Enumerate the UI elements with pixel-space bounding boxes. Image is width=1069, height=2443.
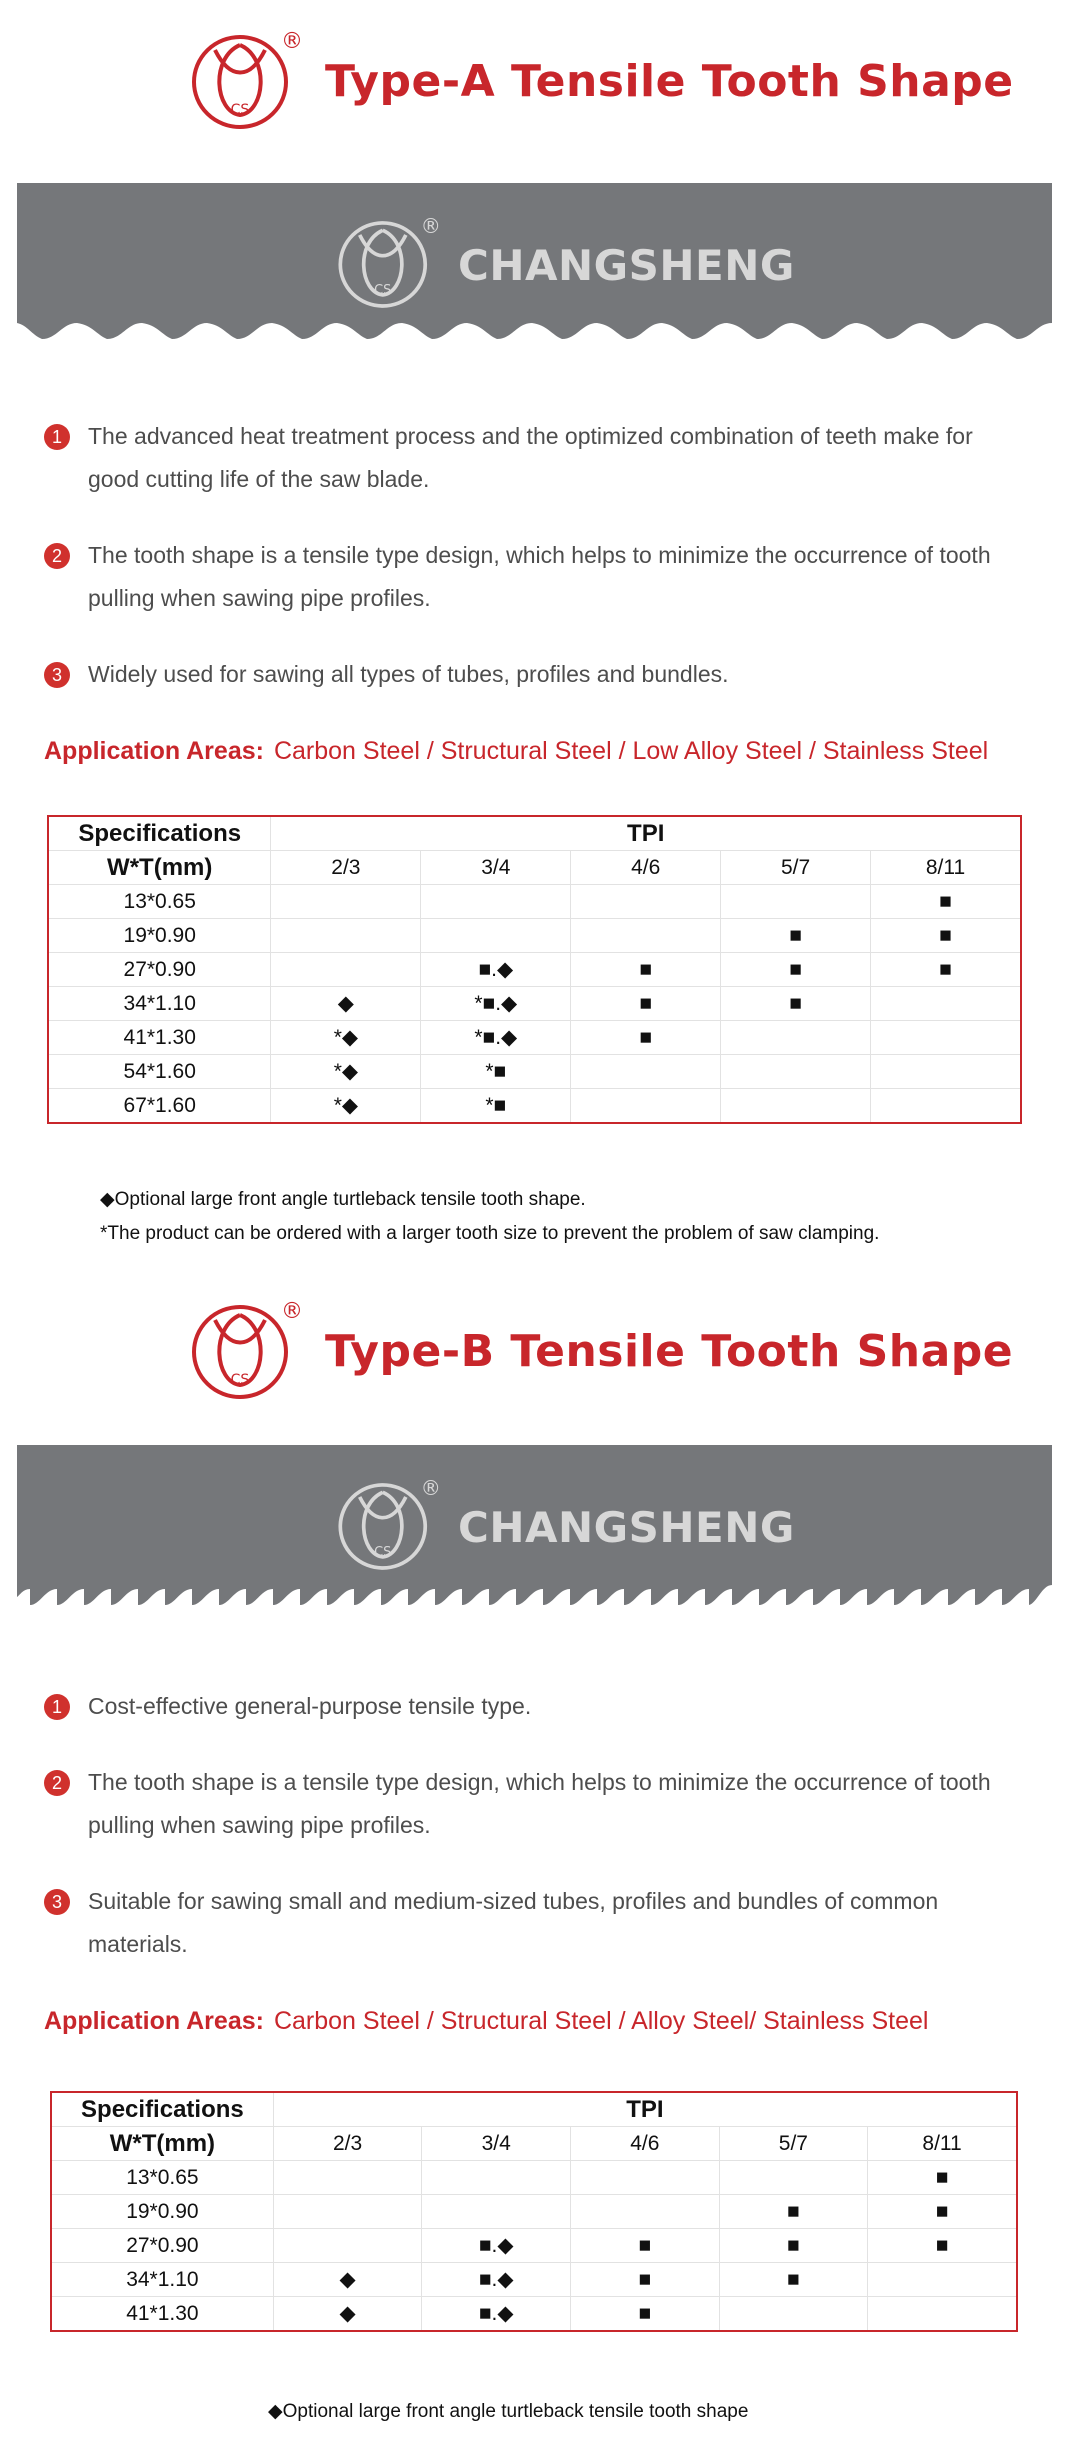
tpi-column-header: 2/3	[271, 851, 421, 885]
spec-value: 19*0.90	[48, 919, 271, 953]
availability-cell	[871, 1089, 1022, 1124]
availability-cell: ■	[571, 2263, 720, 2297]
tpi-column-header: 8/11	[871, 851, 1022, 885]
availability-cell: ■.◆	[422, 2229, 571, 2263]
spec-value: 67*1.60	[48, 1089, 271, 1124]
tpi-column-header: 3/4	[421, 851, 571, 885]
availability-cell: ■	[571, 953, 721, 987]
table-row	[51, 2263, 1017, 2297]
application-value: Carbon Steel / Structural Steel / Alloy Steel/ Stainless Steel	[273, 2007, 929, 2035]
brand-name: CHANGSHENG	[458, 241, 795, 290]
availability-cell: ■	[871, 885, 1022, 919]
availability-cell: ■	[571, 2229, 720, 2263]
spec-value: 19*0.90	[51, 2195, 273, 2229]
availability-cell	[571, 885, 721, 919]
number-badge-icon: 1	[44, 1694, 70, 1720]
feature-item: 1 The advanced heat treatment process and the optimized combination of teeth make for good cutting life of the saw blade.	[44, 415, 1024, 501]
availability-cell	[571, 2161, 720, 2195]
availability-cell: ■	[719, 2195, 868, 2229]
svg-text:®: ®	[281, 1299, 303, 1324]
section-title: Type-B Tensile Tooth Shape	[325, 1326, 1014, 1377]
availability-cell: ◆	[273, 2297, 422, 2332]
svg-text:CS: CS	[374, 283, 392, 298]
table-row	[51, 2195, 1017, 2229]
availability-cell	[571, 919, 721, 953]
availability-cell: *◆	[271, 1089, 421, 1124]
table-row	[51, 2229, 1017, 2263]
availability-cell	[871, 1021, 1022, 1055]
availability-cell: ■	[868, 2161, 1017, 2195]
svg-text:®: ®	[420, 214, 441, 239]
notes	[100, 1183, 879, 1251]
spec-value: 13*0.65	[48, 885, 271, 919]
note-line: ◆Optional large front angle turtleback tensile tooth shape.	[100, 1189, 586, 1210]
table-row	[48, 953, 1021, 987]
tpi-header: TPI	[273, 2092, 1017, 2127]
spec-value: 13*0.65	[51, 2161, 273, 2195]
tpi-header: TPI	[271, 816, 1021, 851]
table-row	[48, 885, 1021, 919]
number-badge-icon: 1	[44, 424, 70, 450]
spec-value: 41*1.30	[48, 1021, 271, 1055]
spec-value: 27*0.90	[48, 953, 271, 987]
table-row	[48, 1055, 1021, 1089]
availability-cell	[273, 2195, 422, 2229]
svg-text:CS: CS	[374, 1545, 392, 1560]
availability-cell	[421, 885, 571, 919]
availability-cell: ◆	[271, 987, 421, 1021]
number-badge-icon: 3	[44, 1889, 70, 1915]
tpi-column-header: 8/11	[868, 2127, 1017, 2161]
availability-cell	[271, 919, 421, 953]
availability-cell	[421, 919, 571, 953]
notes	[268, 2395, 748, 2429]
application-label: Application Areas:	[44, 737, 264, 765]
availability-cell: *◆	[271, 1021, 421, 1055]
application-areas	[44, 2007, 928, 2036]
availability-cell: *■.◆	[421, 1021, 571, 1055]
wt-header: W*T(mm)	[48, 851, 271, 885]
availability-cell: *◆	[271, 1055, 421, 1089]
availability-cell	[571, 1055, 721, 1089]
specifications-header: Specifications	[48, 816, 271, 851]
spec-value: 41*1.30	[51, 2297, 273, 2332]
availability-cell: ■	[721, 987, 871, 1021]
availability-cell: ■	[868, 2229, 1017, 2263]
availability-cell	[721, 885, 871, 919]
feature-list	[44, 415, 1024, 729]
availability-cell	[271, 885, 421, 919]
availability-cell: ■	[871, 953, 1022, 987]
number-badge-icon: 2	[44, 543, 70, 569]
tpi-column-header: 4/6	[571, 851, 721, 885]
spec-table	[50, 2091, 1018, 2332]
feature-item: 1 Cost-effective general-purpose tensile type.	[44, 1685, 1024, 1728]
table-row	[48, 987, 1021, 1021]
changsheng-logo-icon	[185, 1290, 315, 1400]
availability-cell	[868, 2263, 1017, 2297]
availability-cell: ■	[719, 2229, 868, 2263]
note-line: *The product can be ordered with a larger tooth size to prevent the problem of saw clamping.	[100, 1223, 880, 1244]
availability-cell: ■	[721, 919, 871, 953]
tpi-column-header: 5/7	[719, 2127, 868, 2161]
tpi-column-header: 2/3	[273, 2127, 422, 2161]
feature-list	[44, 1685, 1024, 1999]
availability-cell: ■	[571, 2297, 720, 2332]
availability-cell: ■	[719, 2263, 868, 2297]
availability-cell	[871, 1055, 1022, 1089]
wt-header: W*T(mm)	[51, 2127, 273, 2161]
application-areas	[44, 737, 988, 766]
section-header	[0, 1290, 1069, 1400]
number-badge-icon: 2	[44, 1770, 70, 1796]
table-row	[48, 919, 1021, 953]
availability-cell: ◆	[273, 2263, 422, 2297]
availability-cell: ■	[571, 987, 721, 1021]
page-title: Type-A Tensile Tooth Shape	[325, 56, 1014, 107]
svg-text:®: ®	[281, 29, 303, 54]
band-logo-icon	[332, 203, 452, 313]
svg-text:CS: CS	[230, 102, 250, 118]
spec-value: 34*1.10	[51, 2263, 273, 2297]
band-logo-icon	[332, 1465, 452, 1575]
tpi-column-header: 5/7	[721, 851, 871, 885]
spec-value: 54*1.60	[48, 1055, 271, 1089]
availability-cell	[571, 2195, 720, 2229]
spec-value: 34*1.10	[48, 987, 271, 1021]
availability-cell: ■.◆	[421, 953, 571, 987]
brand-name: CHANGSHENG	[458, 1503, 795, 1552]
availability-cell: ■	[868, 2195, 1017, 2229]
availability-cell	[868, 2297, 1017, 2332]
availability-cell: *■.◆	[421, 987, 571, 1021]
availability-cell	[422, 2161, 571, 2195]
availability-cell: ■.◆	[422, 2263, 571, 2297]
availability-cell: ■.◆	[422, 2297, 571, 2332]
spec-value: 27*0.90	[51, 2229, 273, 2263]
feature-item: 3 Widely used for sawing all types of tubes, profiles and bundles.	[44, 653, 1024, 696]
saw-blade-banner	[17, 183, 1052, 353]
availability-cell: ■	[871, 919, 1022, 953]
availability-cell	[719, 2297, 868, 2332]
number-badge-icon: 3	[44, 662, 70, 688]
specifications-header: Specifications	[51, 2092, 273, 2127]
feature-item: 2 The tooth shape is a tensile type design, which helps to minimize the occurrence of tooth pulling when sawing pipe profiles.	[44, 1761, 1024, 1847]
availability-cell: *■	[421, 1089, 571, 1124]
application-value: Carbon Steel / Structural Steel / Low Alloy Steel / Stainless Steel	[273, 737, 989, 765]
table-row	[48, 1089, 1021, 1124]
availability-cell	[719, 2161, 868, 2195]
saw-blade-banner	[17, 1445, 1052, 1615]
application-label: Application Areas:	[44, 2007, 264, 2035]
changsheng-logo-icon	[185, 20, 315, 130]
availability-cell	[273, 2161, 422, 2195]
availability-cell	[273, 2229, 422, 2263]
feature-item: 2 The tooth shape is a tensile type design, which helps to minimize the occurrence of tooth pulling when sawing pipe profiles.	[44, 534, 1024, 620]
table-row	[48, 1021, 1021, 1055]
availability-cell	[571, 1089, 721, 1124]
spec-table	[47, 815, 1022, 1124]
availability-cell	[271, 953, 421, 987]
tpi-column-header: 4/6	[571, 2127, 720, 2161]
availability-cell: *■	[421, 1055, 571, 1089]
availability-cell	[422, 2195, 571, 2229]
availability-cell	[721, 1021, 871, 1055]
svg-text:®: ®	[420, 1476, 441, 1501]
note-line: ◆Optional large front angle turtleback tensile tooth shape	[268, 2401, 749, 2422]
table-row	[51, 2161, 1017, 2195]
section-header	[0, 20, 1069, 130]
feature-item: 3 Suitable for sawing small and medium-sized tubes, profiles and bundles of common materials.	[44, 1880, 1024, 1966]
availability-cell: ■	[571, 1021, 721, 1055]
availability-cell	[871, 987, 1022, 1021]
availability-cell	[721, 1055, 871, 1089]
tpi-column-header: 3/4	[422, 2127, 571, 2161]
availability-cell: ■	[721, 953, 871, 987]
svg-text:CS: CS	[230, 1372, 250, 1388]
availability-cell	[721, 1089, 871, 1124]
table-row	[51, 2297, 1017, 2332]
